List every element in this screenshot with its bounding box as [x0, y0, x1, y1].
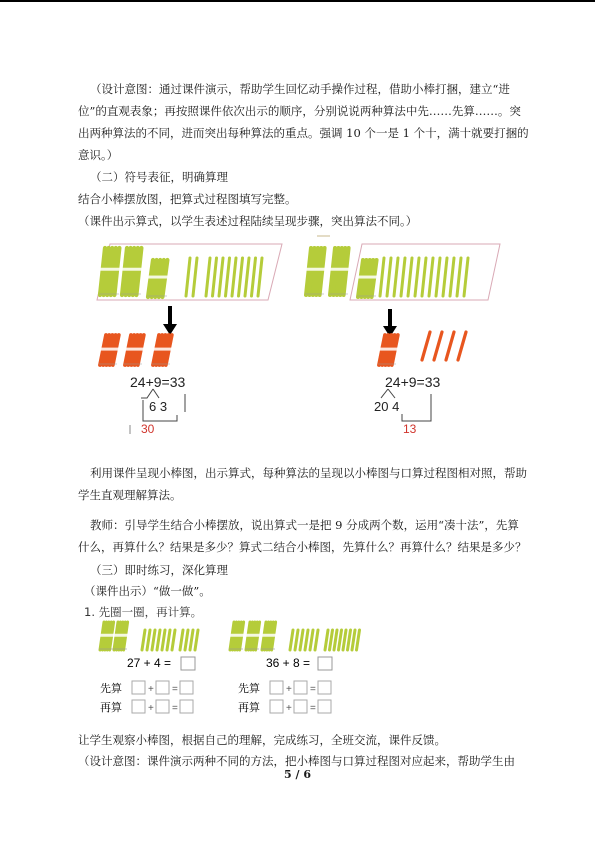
single-stick	[190, 630, 193, 650]
operator-sign: =	[172, 684, 178, 695]
then-step-label: 再算	[100, 702, 122, 714]
answer-box	[294, 681, 307, 694]
operator-sign: =	[310, 703, 316, 714]
exercise-intro: （课件出示）“做一做”。	[84, 584, 211, 598]
single-stick	[352, 630, 355, 650]
stick-bundle	[99, 622, 114, 650]
single-stick	[157, 630, 160, 650]
operator-sign: +	[286, 684, 292, 695]
operator-sign: =	[310, 684, 316, 695]
single-stick	[295, 630, 298, 650]
exercise-title: 1. 先圈一圈，再计算。	[84, 605, 203, 619]
answer-box	[156, 700, 169, 713]
section-heading-3: （三）即时练习，深化算理	[90, 563, 228, 577]
teacher-guidance-paragraph: 教师：引导学生结合小棒摆放，说出算式一是把 9 分成两个数，运用“凑十法”，先算什么，再算什么？结果是多少？算式二结合小棒图，先算什么？再算什么？结果是多少？	[78, 518, 527, 554]
courseware-note: （课件出示算式，以学生表述过程陆续呈现步骤，突出算法不同。）	[78, 214, 418, 228]
stick-bundle	[261, 622, 276, 650]
single-stick	[339, 630, 342, 650]
answer-box	[318, 700, 331, 713]
equation-right: 24+9=33	[385, 374, 441, 390]
single-stick	[195, 630, 198, 650]
result-right: 13	[403, 422, 417, 436]
design-intent-paragraph-1: （设计意图：通过课件演示，帮助学生回忆动手操作过程，借助小棒打捆，建立“进位”的直观表象；再按照课件依次出示的顺序，分别说说两种算法中先……先算……。突出两种算法的不同，进而突出每种算法的重点。强调 10 个一是 1 个十，满十就要打捆的意识。）	[78, 82, 529, 162]
answer-box	[180, 681, 193, 694]
answer-box[interactable]	[318, 657, 332, 670]
single-stick	[147, 630, 150, 650]
answer-box	[294, 700, 307, 713]
first-step-label: 先算	[238, 683, 260, 695]
operator-sign: =	[172, 703, 178, 714]
answer-box	[156, 681, 169, 694]
single-stick	[357, 630, 360, 650]
equation-left: 24+9=33	[130, 374, 186, 390]
operator-sign: +	[286, 703, 292, 714]
answer-box	[132, 700, 145, 713]
instruction-line: 结合小棒摆放图，把算式过程图填写完整。	[78, 192, 297, 206]
answer-box	[132, 681, 145, 694]
operator-sign: +	[148, 703, 154, 714]
single-stick	[167, 630, 170, 650]
single-stick	[172, 630, 175, 650]
single-stick	[315, 630, 318, 650]
single-stick	[343, 630, 346, 650]
single-stick	[330, 630, 333, 650]
answer-box	[318, 681, 331, 694]
single-stick	[290, 630, 293, 650]
single-stick	[180, 630, 183, 650]
student-activity-line: 让学生观察小棒图，根据自己的理解，完成练习，全班交流，课件反馈。	[78, 733, 446, 747]
single-stick	[325, 630, 328, 650]
split-right: 20 4	[374, 399, 400, 414]
first-step-label: 先算	[100, 683, 122, 695]
exercise-right-equation: 36 + 8 =	[266, 656, 311, 670]
answer-box	[270, 700, 283, 713]
single-stick	[334, 630, 337, 650]
stick-bundle	[245, 622, 260, 650]
single-stick	[162, 630, 165, 650]
operator-sign: +	[148, 684, 154, 695]
single-stick	[310, 630, 313, 650]
single-stick	[185, 630, 188, 650]
single-stick	[152, 630, 155, 650]
page-number: 5 / 6	[284, 768, 311, 781]
exercise-left-equation: 27 + 4 =	[127, 656, 172, 670]
stick-bundle	[229, 622, 244, 650]
answer-box	[180, 700, 193, 713]
then-step-label: 再算	[238, 702, 260, 714]
single-stick	[142, 630, 145, 650]
answer-box[interactable]	[181, 657, 195, 670]
split-left: 6 3	[149, 399, 168, 414]
stick-bundle	[113, 622, 128, 650]
result-left: 30	[141, 422, 155, 436]
single-stick	[305, 630, 308, 650]
courseware-explanation-paragraph: 利用课件呈现小棒图，出示算式，每种算法的呈现以小棒图与口算过程图相对照，帮助学生直观理解算法。	[78, 466, 527, 502]
single-stick	[348, 630, 351, 650]
answer-box	[270, 681, 283, 694]
section-heading-2: （二）符号表征，明确算理	[90, 170, 228, 184]
single-stick	[300, 630, 303, 650]
design-intent-paragraph-2: （设计意图：课件演示两种不同的方法，把小棒图与口算过程图对应起来，帮助学生由	[78, 754, 515, 768]
